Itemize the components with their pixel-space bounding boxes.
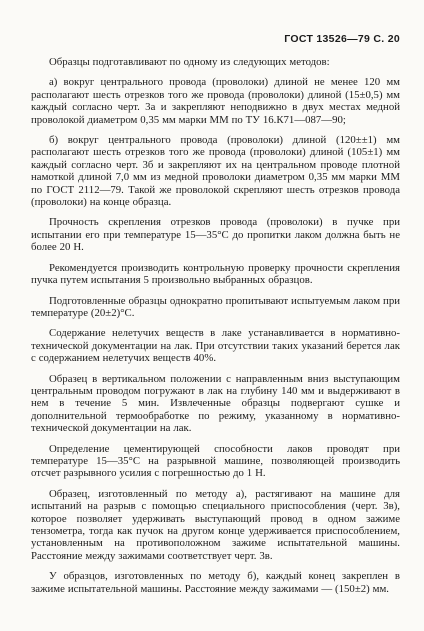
paragraph-method-b: б) вокруг центрального провода (проволоки) длиной (120±±1) мм располагают шесть отрезков того же провода (проволоки) длиной (105±1) мм каждый согласно черт. 3б и закрепляют их на центральном проводе плотной намоткой длиной 7,0 мм из медной проволоки диаметром 0,35 мм марки ММ по ГОСТ 2112—79. Такой же проволокой скрепляют шесть отрезков провода (проволоки) на конце образца.	[31, 134, 400, 209]
document-body	[31, 56, 400, 603]
page-header: ГОСТ 13526—79 С. 20	[284, 33, 400, 45]
paragraph-control-check: Рекомендуется производить контрольную проверку прочности скрепления пучка путем испытания 5 произвольно выбранных образцов.	[31, 261, 400, 287]
paragraph-test-conditions: Определение цементирующей способности лаков проводят при температуре 15—35°С на разрывной машине, позволяющей производить отсчет разрывного усилия с погрешностью до 1 Н.	[31, 442, 400, 480]
paragraph-nonvolatile: Содержание нелетучих веществ в лаке устанавливается в нормативно-технической документации на лак. При отсутствии таких указаний берется лак с содержанием нелетучих веществ 40%.	[31, 327, 400, 365]
paragraph-immersion: Образец в вертикальном положении с направленным вниз выступающим центральным проводом погружают в лак на глубину 140 мм и выдерживают в нем в течение 5 мин. Извлеченные образцы подвергают сушке и дополнительной термообработке по режиму, указанному в нормативно-технической документации на лак.	[31, 372, 400, 435]
paragraph-method-a-test: Образец, изготовленный по методу а), растягивают на машине для испытаний на разрыв с помощью специального приспособления (черт. 3в), которое позволяет удерживать выступающий провод в одном зажиме тензометра, тогда как пучок на другом конце удерживается приспособлением, установленным на противоположном зажиме испытательной машины. Расстояние между зажимами соответствует черт. 3в.	[31, 487, 400, 562]
paragraph-bond-strength: Прочность скрепления отрезков провода (проволоки) в пучке при испытании его при температуре 15—35°С до пропитки лаком должна быть не более 20 Н.	[31, 216, 400, 254]
paragraph-method-a: а) вокруг центрального провода (проволоки) длиной не менее 120 мм располагают шесть отрезков того же провода (проволоки) длиной (15±0,5) мм каждый согласно черт. 3а и закрепляют неподвижно в двух местах медной проволокой диаметром 0,35 мм марки ММ по ТУ 16.К71—087—90;	[31, 76, 400, 126]
paragraph-methods-intro: Образцы подготавливают по одному из следующих методов:	[49, 56, 330, 68]
paragraph-method-b-test: У образцов, изготовленных по методу б), каждый конец закреплен в зажиме испытательной машины. Расстояние между зажимами — (150±2) мм.	[31, 570, 400, 595]
paragraph-impregnation: Подготовленные образцы однократно пропитывают испытуемым лаком при температуре (20±2)°С.	[31, 294, 400, 319]
